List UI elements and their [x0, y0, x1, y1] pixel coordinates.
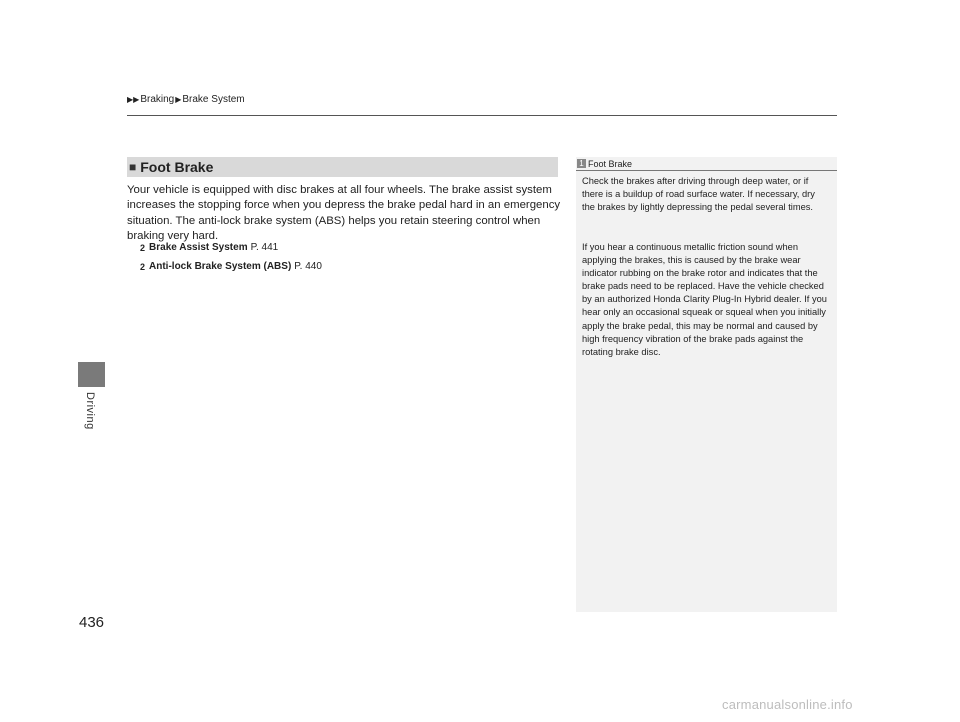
reference-page: P. 441 — [250, 242, 279, 253]
reference-page: P. 440 — [294, 261, 322, 272]
notes-sidebar — [576, 157, 837, 612]
square-bullet-icon: ■ — [129, 160, 137, 174]
reference-title: Brake Assist System — [149, 242, 248, 253]
sidebar-heading-label: Foot Brake — [588, 158, 633, 169]
sidebar-paragraph: If you hear a continuous metallic friction sound when applying the brakes, this is caused by the brake wear indicator rubbing on the brake rotor and indicates that the brake pads need to be replaced. Have the vehicle checked by an authorized Honda Clarity Plug-In Hybrid dealer. If you hear only an occasional squeak or squeal when you initially apply the brake pedal, this may be normal and caused by high frequency vibration of the brake pads against the rotating brake disc. — [582, 242, 827, 357]
cross-reference-link[interactable] — [140, 242, 278, 253]
arrow-icon: ▶ — [175, 95, 182, 104]
reference-title: Anti-lock Brake System (ABS) — [149, 261, 292, 272]
watermark: carmanualsonline.info — [722, 697, 853, 712]
body-paragraph: Your vehicle is equipped with disc brakes at all four wheels. The brake assist system increases the stopping force when you depress the brake pedal hard in an emergency situation. The anti-lock brake system (ABS) helps you retain steering control when braking very hard. — [127, 184, 561, 242]
page-number: 436 — [79, 614, 105, 631]
sidebar-paragraph: Check the brakes after driving through deep water, or if there is a buildup of road surface water. If necessary, dry the brakes by lightly depressing the pedal several times. — [582, 176, 815, 213]
section-heading-bar — [127, 157, 558, 177]
cross-reference-link[interactable] — [140, 261, 322, 272]
breadcrumb-section[interactable]: Braking — [140, 94, 175, 105]
reference-arrow-icon: 2 — [140, 242, 146, 253]
header-divider — [127, 115, 837, 116]
reference-arrow-icon: 2 — [140, 261, 146, 272]
chapter-tab-marker — [78, 362, 105, 387]
breadcrumb-subsection[interactable]: Brake System — [182, 94, 245, 105]
section-title: Foot Brake — [140, 159, 214, 175]
note-number-badge: 1 — [577, 159, 586, 168]
double-arrow-icon: ▶▶ — [127, 95, 140, 104]
chapter-tab-label: Driving — [84, 392, 96, 430]
breadcrumb — [127, 94, 245, 105]
sidebar-heading — [576, 157, 837, 171]
